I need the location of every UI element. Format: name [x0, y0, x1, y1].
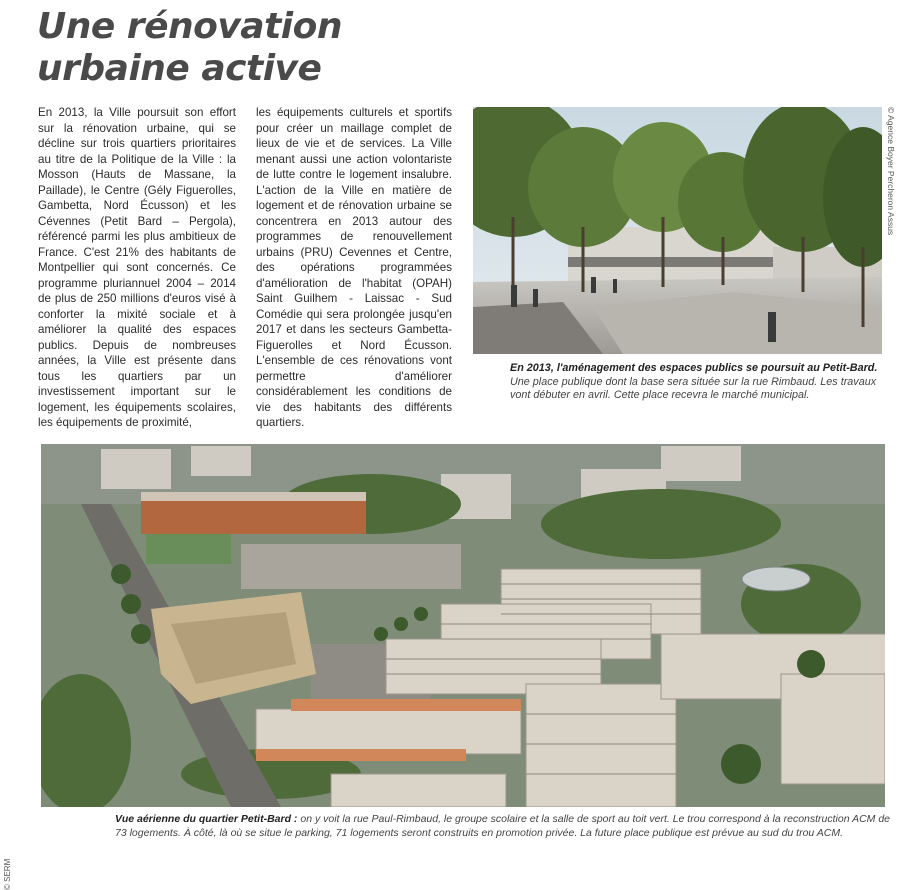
photo-top-caption [510, 362, 886, 403]
plaza-rendering-photo [473, 107, 882, 354]
aerial-view-photo [41, 444, 885, 807]
photo-bottom-caption-bold: Vue aérienne du quartier Petit-Bard : [115, 813, 298, 825]
title-line-1: Une rénovation [37, 6, 343, 47]
photo-credit-serm [2, 805, 16, 890]
photo-credit-serm-text: © SERM [3, 858, 12, 890]
title-line-2: urbaine active [37, 48, 322, 89]
body-column-2 [256, 105, 452, 431]
photo-top-caption-bold: En 2013, l'aménagement des espaces publics se poursuit au Petit-Bard. [510, 362, 878, 374]
body-column-1 [38, 105, 236, 431]
body-text-1: En 2013, la Ville poursuit son effort sur la rénovation urbaine, qui se décline sur trois quartiers prioritaires au titre de la Politique de la Ville : la Mosson (Hauts de Massane, la Paillade), le Centre (Gély Figuerolles, Gambetta, Nord Écusson) et les Cévennes (Petit Bard – Pergola), référencé parmi les plus ambitieux de France. C'est 21% des habitants de Montpellier qui sont concernés. Ce programme pluriannuel 2004 – 2014 de plus de 250 millions d'euros visé à conforter la mixité sociale et à améliorer la qualité des espaces publics. Depuis de nombreuses années, la Ville est présente dans tous les quartiers par un investissement important sur le logement, les équipements scolaires, les équipements de proximité, [38, 106, 236, 429]
photo-credit-vertical [884, 107, 898, 357]
photo-top-caption-text: Une place publique dont la base sera située sur la rue Rimbaud. Les travaux vont débuter en avril. Cette place recevra le marché municipal. [510, 375, 877, 401]
photo-credit-text: © Agence Boyer Percheron Assus [886, 107, 896, 236]
photo-bottom-caption-text: on y voit la rue Paul-Rimbaud, le groupe scolaire et la salle de sport au toit vert. Le trou correspond à la reconstruction ACM de 73 logements. À côté, là où se situe le parking, 71 logements seront construits en promotion privée. La future place publique est prévue au sud du trou ACM. [115, 813, 891, 839]
photo-bottom-caption [115, 813, 895, 840]
article-title [37, 6, 342, 90]
body-text-2: les équipements culturels et sportifs pour créer un maillage complet de lieux de vie et de services. La Ville menant aussi une action volontariste de lutte contre le logement insalubre. L'action de la Ville en matière de logement et de rénovation urbaine se concentrera en 2013 autour des programmes de renouvellement urbains (PRU) Cevennes et Centre, des opérations programmées d'amélioration de l'habitat (OPAH) Saint Guilhem - Laissac - Sud Comédie qui sera prolongée jusqu'en 2017 et dans les secteurs Gambetta-Figuerolles et Nord Écusson. L'ensemble de ces rénovations vont permettre d'améliorer considérablement les conditions de vie des habitants des différents quartiers. [256, 106, 452, 429]
